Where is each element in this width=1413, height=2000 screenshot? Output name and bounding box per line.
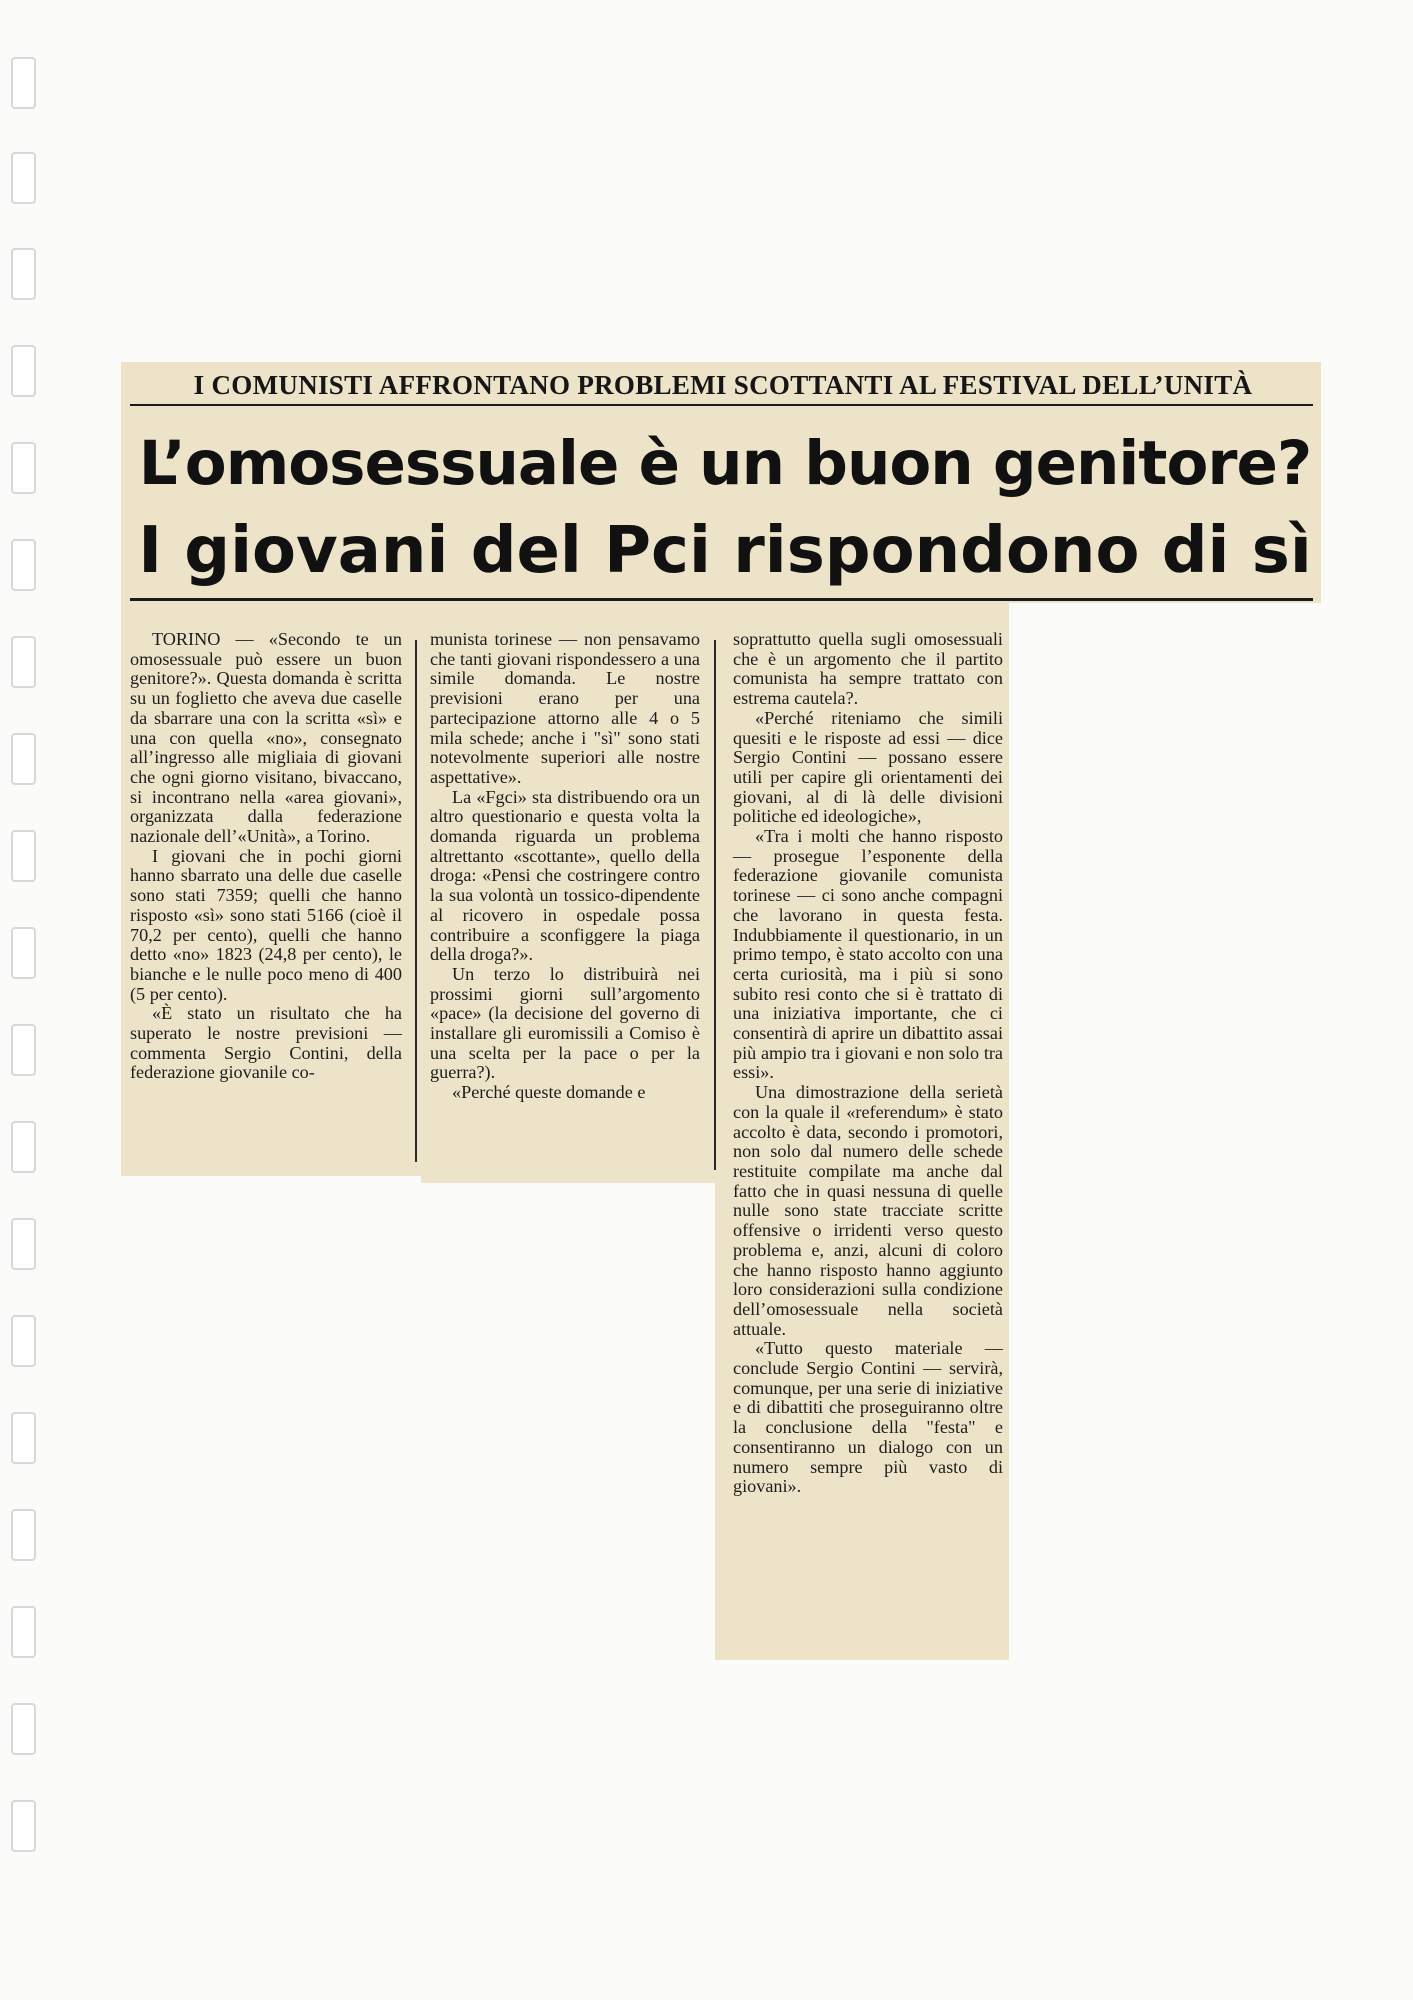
paragraph: La «Fgci» sta distribuendo ora un altro questionario e questa volta la domanda riguarda un problema altrettanto «scottante», quello della droga: «Pensi che costringere contro la sua volontà un tossico-dipendente al ricovero in ospedale possa contribuire a sconfiggere la piaga della droga?».: [430, 786, 700, 965]
paragraph: Un terzo lo distribuirà nei prossimi giorni sull’argomento «pace» (la decisione del governo di installare gli euromissili a Comiso è una scelta per la pace o per la guerra?).: [430, 963, 700, 1083]
article-column-3: [733, 630, 1003, 1497]
paragraph: Una dimostrazione della serietà con la quale il «referendum» è stato accolto è data, secondo i promotori, non solo dal numero delle schede restituite compilate ma anche dal fatto che in quasi nessuna di quelle nulle sono state tracciate scritte offensive o irridenti verso questo problema e, anzi, alcuni di coloro che hanno risposto hanno aggiunto loro considerazioni sulla condizione dell’omosessuale nella società attuale.: [733, 1082, 1003, 1339]
article-column-2: [430, 630, 700, 1103]
paragraph: «È stato un risultato che ha superato le nostre previsioni — commenta Sergio Contini, della federazione giovanile co-: [130, 1003, 402, 1083]
column-divider: [415, 640, 417, 1162]
kicker-headline: I COMUNISTI AFFRONTANO PROBLEMI SCOTTANTI AL FESTIVAL DELL’UNITÀ: [193, 370, 1253, 400]
binder-hole: [11, 1606, 36, 1658]
column-divider: [714, 640, 716, 1170]
binder-hole: [11, 1703, 36, 1755]
binder-hole: [11, 733, 36, 785]
paragraph: munista torinese — non pensavamo che tanti giovani rispondessero a una simile domanda. Le nostre previsioni erano per una partecipazione attorno alle 4 o 5 mila schede; anche i "sì" sono stati notevolmente superiori alle nostre aspettative».: [430, 629, 700, 787]
paragraph: soprattutto quella sugli omosessuali che è un argomento che il partito comunista ha sempre trattato con estrema cautela?.: [733, 629, 1003, 709]
binder-hole: [11, 830, 36, 882]
headline-line-2: I giovani del Pci rispondono di sì: [138, 514, 1312, 588]
binder-hole: [11, 539, 36, 591]
binder-hole: [11, 1412, 36, 1464]
binder-hole: [11, 1509, 36, 1561]
binder-hole: [11, 442, 36, 494]
binder-hole: [11, 927, 36, 979]
binder-hole: [11, 152, 36, 204]
binder-hole: [11, 1024, 36, 1076]
binder-hole: [11, 1121, 36, 1173]
binder-hole: [11, 636, 36, 688]
binder-hole: [11, 1218, 36, 1270]
binder-hole: [11, 345, 36, 397]
binder-hole: [11, 1315, 36, 1367]
paragraph: «Tutto questo materiale — conclude Sergio Contini — servirà, comunque, per una serie di iniziative e di dibattiti che proseguiranno oltre la conclusione della "festa" e consentiranno un dialogo con un numero sempre più vasto di giovani».: [733, 1338, 1003, 1497]
kicker-rule: [130, 404, 1313, 406]
paragraph: «Tra i molti che hanno risposto — prosegue l’esponente della federazione giovanile comunista torinese — ci sono anche compagni che lavorano in questa festa. Indubbiamente il questionario, in un primo tempo, è stato accolto con una certa curiosità, ma i più si sono subito resi conto che si è trattato di una iniziativa importante, che ci consentirà di aprire un dibattito assai più ampio tra i giovani e non solo tra essi».: [733, 826, 1003, 1083]
binder-hole: [11, 57, 36, 109]
headline-rule: [130, 598, 1313, 601]
paragraph: «Perché riteniamo che simili quesiti e le risposte ad essi — dice Sergio Contini — possano essere utili per capire gli orientamenti dei giovani, al di là delle divisioni politiche ed ideologiche»,: [733, 707, 1003, 827]
paragraph: I giovani che in pochi giorni hanno sbarrato una delle due caselle sono stati 7359; quelli che hanno risposto «sì» sono stati 5166 (cioè il 70,2 per cento), quelli che hanno detto «no» 1823 (24,8 per cento), le bianche e le nulle poco meno di 400 (5 per cento).: [130, 845, 402, 1004]
headline-line-1: L’omosessuale è un buon genitore?: [138, 428, 1312, 499]
paragraph: TORINO — «Secondo te un omosessuale può essere un buon genitore?». Questa domanda è scritta su un foglietto che aveva due caselle da sbarrare una con la scritta «sì» e una con quella «no», consegnato all’ingresso alle migliaia di giovani che ogni giorno visitano, bivaccano, si incontrano nella «area giovani», organizzata dalla federazione nazionale dell’«Unità», a Torino.: [130, 629, 402, 847]
binder-hole: [11, 1800, 36, 1852]
paragraph: «Perché queste domande e: [452, 1082, 646, 1103]
article-column-1: [130, 630, 402, 1083]
binder-hole: [11, 248, 36, 300]
